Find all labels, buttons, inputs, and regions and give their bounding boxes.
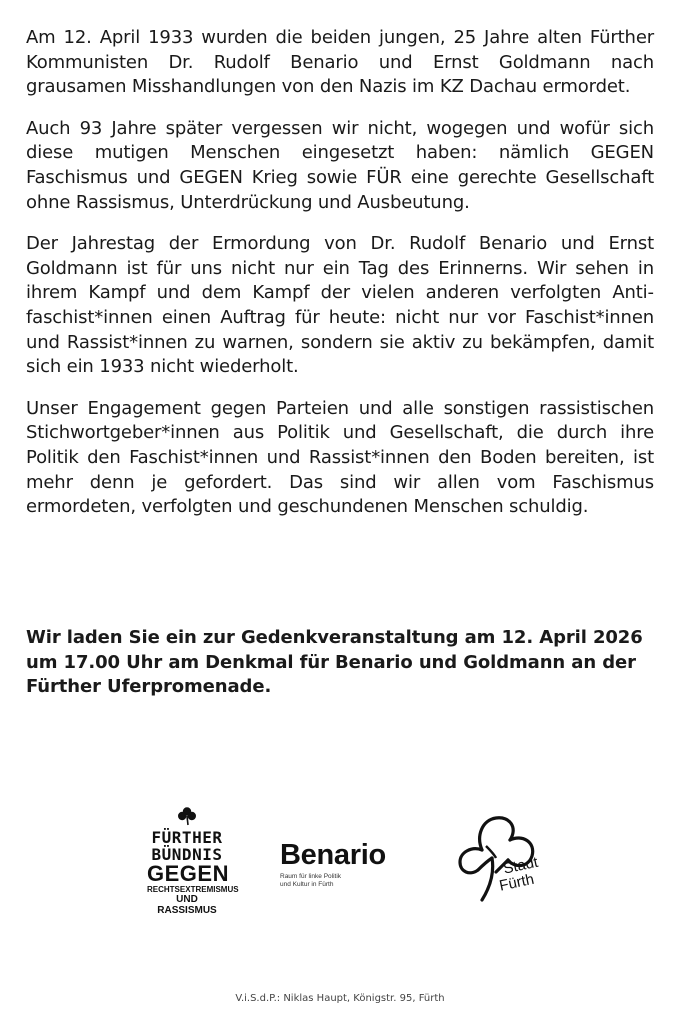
paragraph-2: Auch 93 Jahre später vergessen wir nicht, wogegen und wofür sich diese mutigen Menschen eingesetzt haben: nämlich GEGEN Faschismus und GEGEN Krieg sowie FÜR eine gerechte Gesellschaft ohne Rassismus, Unterdrückung und Ausbeutung. (26, 117, 654, 213)
benario-logo (280, 840, 410, 889)
buendnis-logo (147, 806, 239, 916)
buendnis-line-5: UND RASSISMUS (157, 894, 217, 916)
clover-icon (177, 806, 197, 826)
buendnis-line-1: FÜRTHER (151, 828, 223, 847)
stadt-fuerth-logo (452, 806, 548, 906)
buendnis-line-2: BÜNDNIS (151, 845, 223, 864)
buendnis-line-4: RECHTSEXTREMISMUS (147, 885, 239, 894)
stadt-line-2: Fürth (497, 870, 536, 895)
invitation-text: Wir laden Sie ein zur Gedenkveranstaltung am 12. April 2026 um 17.00 Uhr am Denkmal für Benario und Goldmann an der Fürther Uferpromenade. (26, 627, 643, 698)
imprint-footer: V.i.S.d.P.: Niklas Haupt, Königstr. 95, Fürth (235, 993, 445, 1004)
paragraph-4: Unser Engagement gegen Parteien und alle sonstigen rassistischen Stichwortgeber*innen aus Politik und Gesellschaft, die durch ihre Politik den Faschist*innen und Rassist*innen den Boden bereiten, ist mehr denn je gefordert. Das sind wir allen vom Faschismus ermordeten, verfolgten und geschundenen Menschen schuldig. (26, 397, 654, 518)
benario-subtitle-2: und Kultur in Fürth (280, 881, 334, 888)
stadt-line-1: Stadt (501, 853, 540, 878)
benario-subtitle-1: Raum für linke Politik (280, 873, 342, 880)
benario-name: Benario (280, 839, 386, 871)
paragraph-3: Der Jahrestag der Ermordung von Dr. Rudolf Benario und Ernst Goldmann ist für uns nicht nur ein Tag des Erinnerns. Wir sehen in ihrem Kampf und dem Kampf der vielen anderen verfolgten Antifaschist*innen einen Auftrag für heute: nicht nur vor Faschist*innen und Rassist*innen zu warnen, sondern sie aktiv zu bekämpfen, damit sich ein 1933 nicht wiederholt. (26, 233, 654, 378)
logo-row (0, 800, 680, 916)
paragraph-1: Am 12. April 1933 wurden die beiden jungen, 25 Jahre alten Fürther Kommunisten Dr. Rudolf Benario und Ernst Goldmann nach grausamen Misshandlungen von den Nazis im KZ Dachau ermordet. (26, 27, 654, 98)
buendnis-line-3: GEGEN (147, 861, 229, 886)
body-text (26, 26, 654, 537)
